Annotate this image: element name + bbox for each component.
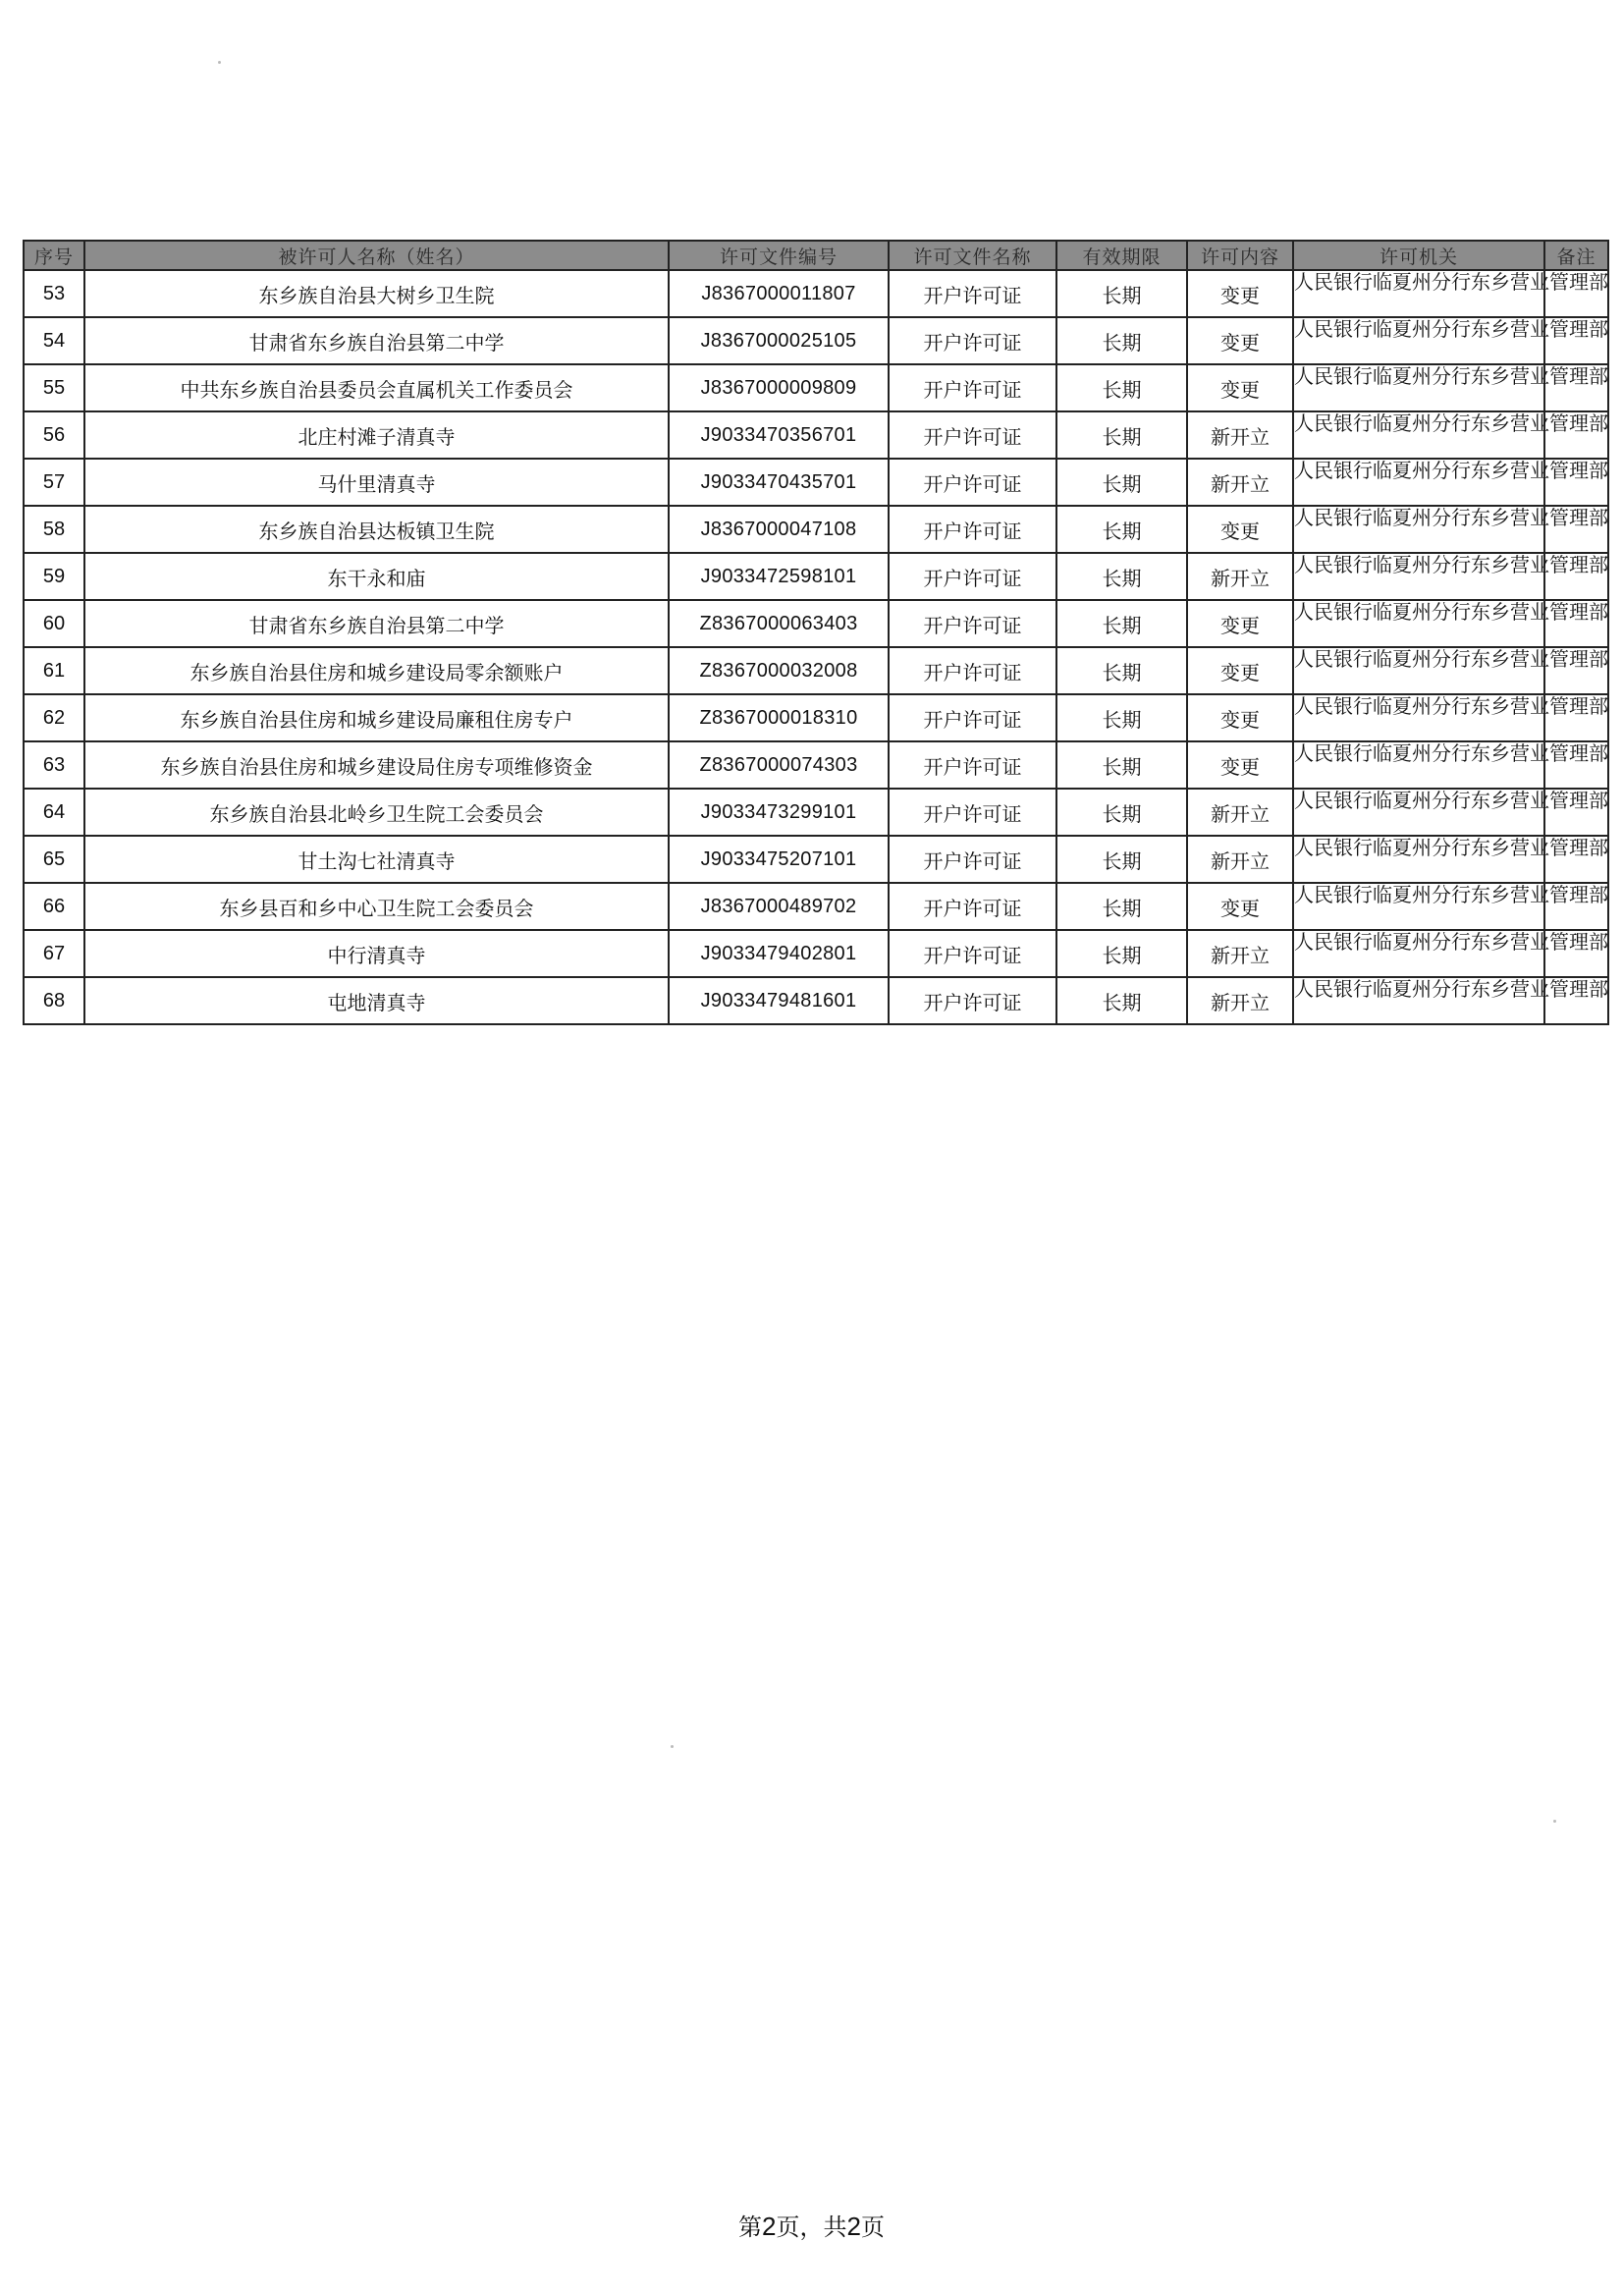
license-document-cell: 开户许可证	[889, 459, 1056, 506]
licensing-authority-cell	[1293, 741, 1608, 789]
license-number-cell: J8367000011807	[669, 270, 889, 317]
license-content-cell: 变更	[1187, 506, 1293, 553]
license-number-cell: Z8367000074303	[669, 741, 889, 789]
licensing-authority-cell	[1293, 553, 1608, 600]
row-number-cell: 60	[24, 600, 84, 647]
column-header-term: 有效期限	[1056, 241, 1187, 270]
license-document-cell: 开户许可证	[889, 883, 1056, 930]
license-content-cell: 变更	[1187, 883, 1293, 930]
table-row	[24, 836, 1608, 883]
column-header-code: 许可文件编号	[669, 241, 889, 270]
licensing-authority-cell	[1293, 977, 1608, 1024]
licensing-authority-text: 人民银行临夏州分行东乡营业管理部	[1294, 600, 1608, 624]
license-document-cell: 开户许可证	[889, 694, 1056, 741]
row-number-cell: 56	[24, 411, 84, 459]
column-header-no: 序号	[24, 241, 84, 270]
licensee-name-cell: 东乡族自治县住房和城乡建设局住房专项维修资金	[84, 741, 669, 789]
validity-term-cell: 长期	[1056, 270, 1187, 317]
column-header-name: 被许可人名称（姓名）	[84, 241, 669, 270]
validity-term-cell: 长期	[1056, 553, 1187, 600]
license-number-cell: Z8367000018310	[669, 694, 889, 741]
licensee-name-cell: 甘土沟七社清真寺	[84, 836, 669, 883]
license-content-cell: 新开立	[1187, 553, 1293, 600]
licensing-authority-text: 人民银行临夏州分行东乡营业管理部	[1294, 883, 1608, 906]
license-number-cell: J8367000025105	[669, 317, 889, 364]
license-document-cell: 开户许可证	[889, 317, 1056, 364]
licensing-authority-cell	[1293, 317, 1608, 364]
licensee-name-cell: 东乡族自治县住房和城乡建设局廉租住房专户	[84, 694, 669, 741]
row-number-cell: 62	[24, 694, 84, 741]
licensing-authority-text: 人民银行临夏州分行东乡营业管理部	[1294, 411, 1608, 435]
table-row	[24, 647, 1608, 694]
row-number-cell: 54	[24, 317, 84, 364]
license-content-cell: 变更	[1187, 364, 1293, 411]
licensee-name-cell: 东乡族自治县达板镇卫生院	[84, 506, 669, 553]
validity-term-cell: 长期	[1056, 789, 1187, 836]
licensing-authority-text: 人民银行临夏州分行东乡营业管理部	[1294, 270, 1608, 294]
table-row	[24, 553, 1608, 600]
licensing-authority-cell	[1293, 600, 1608, 647]
table-row	[24, 459, 1608, 506]
validity-term-cell: 长期	[1056, 317, 1187, 364]
license-content-cell: 新开立	[1187, 789, 1293, 836]
license-document-cell: 开户许可证	[889, 930, 1056, 977]
licensee-name-cell: 中共东乡族自治县委员会直属机关工作委员会	[84, 364, 669, 411]
table-row	[24, 317, 1608, 364]
license-number-cell: J9033470356701	[669, 411, 889, 459]
licensee-name-cell: 屯地清真寺	[84, 977, 669, 1024]
licensing-authority-text: 人民银行临夏州分行东乡营业管理部	[1294, 977, 1608, 1001]
row-number-cell: 64	[24, 789, 84, 836]
row-number-cell: 59	[24, 553, 84, 600]
license-content-cell: 新开立	[1187, 930, 1293, 977]
licensing-authority-cell	[1293, 883, 1608, 930]
table-body	[24, 270, 1608, 1024]
license-document-cell: 开户许可证	[889, 647, 1056, 694]
footer-middle: 页，共	[776, 2214, 847, 2241]
licensing-authority-text: 人民银行临夏州分行东乡营业管理部	[1294, 553, 1608, 576]
validity-term-cell: 长期	[1056, 506, 1187, 553]
licensing-authority-cell	[1293, 789, 1608, 836]
licensing-authority-cell	[1293, 647, 1608, 694]
row-number-cell: 53	[24, 270, 84, 317]
license-content-cell: 变更	[1187, 270, 1293, 317]
license-number-cell: J9033475207101	[669, 836, 889, 883]
validity-term-cell: 长期	[1056, 600, 1187, 647]
column-header-doc: 许可文件名称	[889, 241, 1056, 270]
footer-total-pages: 2	[846, 2212, 861, 2241]
licensee-name-cell: 东乡县百和乡中心卫生院工会委员会	[84, 883, 669, 930]
license-number-cell: J9033479402801	[669, 930, 889, 977]
validity-term-cell: 长期	[1056, 883, 1187, 930]
table-row	[24, 883, 1608, 930]
license-document-cell: 开户许可证	[889, 836, 1056, 883]
license-content-cell: 新开立	[1187, 977, 1293, 1024]
scan-speck	[1553, 1820, 1556, 1823]
licensee-name-cell: 马什里清真寺	[84, 459, 669, 506]
column-header-note: 备注	[1544, 241, 1608, 270]
licensee-name-cell: 中行清真寺	[84, 930, 669, 977]
validity-term-cell: 长期	[1056, 364, 1187, 411]
license-number-cell: J9033473299101	[669, 789, 889, 836]
license-content-cell: 变更	[1187, 741, 1293, 789]
column-header-content: 许可内容	[1187, 241, 1293, 270]
licensing-authority-text: 人民银行临夏州分行东乡营业管理部	[1294, 836, 1608, 859]
license-content-cell: 变更	[1187, 317, 1293, 364]
license-document-cell: 开户许可证	[889, 506, 1056, 553]
licensee-name-cell: 北庄村滩子清真寺	[84, 411, 669, 459]
row-number-cell: 63	[24, 741, 84, 789]
license-document-cell: 开户许可证	[889, 600, 1056, 647]
licensee-name-cell: 东乡族自治县大树乡卫生院	[84, 270, 669, 317]
licensing-authority-cell	[1293, 364, 1608, 411]
license-number-cell: Z8367000063403	[669, 600, 889, 647]
row-number-cell: 68	[24, 977, 84, 1024]
scan-speck	[671, 1745, 674, 1748]
licensing-authority-text: 人民银行临夏州分行东乡营业管理部	[1294, 930, 1608, 954]
licensing-authority-cell	[1293, 506, 1608, 553]
validity-term-cell: 长期	[1056, 411, 1187, 459]
scan-speck	[218, 61, 221, 64]
row-number-cell: 66	[24, 883, 84, 930]
row-number-cell: 58	[24, 506, 84, 553]
table-row	[24, 977, 1608, 1024]
table-row	[24, 270, 1608, 317]
license-document-cell: 开户许可证	[889, 741, 1056, 789]
license-document-cell: 开户许可证	[889, 270, 1056, 317]
licensee-name-cell: 东干永和庙	[84, 553, 669, 600]
license-number-cell: J8367000047108	[669, 506, 889, 553]
license-document-cell: 开户许可证	[889, 789, 1056, 836]
license-content-cell: 新开立	[1187, 836, 1293, 883]
licensing-authority-text: 人民银行临夏州分行东乡营业管理部	[1294, 741, 1608, 765]
row-number-cell: 65	[24, 836, 84, 883]
licensing-authority-text: 人民银行临夏州分行东乡营业管理部	[1294, 694, 1608, 718]
licensing-authority-cell	[1293, 836, 1608, 883]
row-number-cell: 55	[24, 364, 84, 411]
page-footer	[0, 2208, 1623, 2242]
licensee-name-cell: 甘肃省东乡族自治县第二中学	[84, 600, 669, 647]
license-number-cell: Z8367000032008	[669, 647, 889, 694]
table-header-row	[24, 241, 1608, 270]
license-content-cell: 变更	[1187, 647, 1293, 694]
licensing-authority-cell	[1293, 270, 1608, 317]
license-document-cell: 开户许可证	[889, 364, 1056, 411]
license-table	[23, 240, 1609, 1025]
row-number-cell: 61	[24, 647, 84, 694]
license-content-cell: 新开立	[1187, 411, 1293, 459]
table-row	[24, 741, 1608, 789]
licensee-name-cell: 甘肃省东乡族自治县第二中学	[84, 317, 669, 364]
licensing-authority-cell	[1293, 694, 1608, 741]
licensee-name-cell: 东乡族自治县北岭乡卫生院工会委员会	[84, 789, 669, 836]
footer-page-number: 2	[762, 2212, 777, 2241]
validity-term-cell: 长期	[1056, 694, 1187, 741]
validity-term-cell: 长期	[1056, 741, 1187, 789]
table-row	[24, 930, 1608, 977]
license-number-cell: J9033472598101	[669, 553, 889, 600]
license-number-cell: J8367000009809	[669, 364, 889, 411]
license-document-cell: 开户许可证	[889, 411, 1056, 459]
licensee-name-cell: 东乡族自治县住房和城乡建设局零余额账户	[84, 647, 669, 694]
table-row	[24, 411, 1608, 459]
license-content-cell: 变更	[1187, 694, 1293, 741]
license-number-cell: J9033479481601	[669, 977, 889, 1024]
validity-term-cell: 长期	[1056, 836, 1187, 883]
column-header-org: 许可机关	[1293, 241, 1544, 270]
footer-suffix: 页	[860, 2214, 885, 2241]
licensing-authority-text: 人民银行临夏州分行东乡营业管理部	[1294, 364, 1608, 388]
license-document-cell: 开户许可证	[889, 977, 1056, 1024]
licensing-authority-text: 人民银行临夏州分行东乡营业管理部	[1294, 789, 1608, 812]
licensing-authority-text: 人民银行临夏州分行东乡营业管理部	[1294, 647, 1608, 671]
license-content-cell: 新开立	[1187, 459, 1293, 506]
footer-prefix: 第	[738, 2214, 763, 2241]
table-row	[24, 600, 1608, 647]
licensing-authority-text: 人民银行临夏州分行东乡营业管理部	[1294, 317, 1608, 341]
table-row	[24, 694, 1608, 741]
license-content-cell: 变更	[1187, 600, 1293, 647]
licensing-authority-cell	[1293, 459, 1608, 506]
table-row	[24, 789, 1608, 836]
licensing-authority-text: 人民银行临夏州分行东乡营业管理部	[1294, 506, 1608, 529]
licensing-authority-text: 人民银行临夏州分行东乡营业管理部	[1294, 459, 1608, 482]
validity-term-cell: 长期	[1056, 459, 1187, 506]
licensing-authority-cell	[1293, 930, 1608, 977]
license-document-cell: 开户许可证	[889, 553, 1056, 600]
license-number-cell: J8367000489702	[669, 883, 889, 930]
licensing-authority-cell	[1293, 411, 1608, 459]
validity-term-cell: 长期	[1056, 977, 1187, 1024]
validity-term-cell: 长期	[1056, 647, 1187, 694]
row-number-cell: 67	[24, 930, 84, 977]
validity-term-cell: 长期	[1056, 930, 1187, 977]
license-number-cell: J9033470435701	[669, 459, 889, 506]
table-row	[24, 506, 1608, 553]
table-row	[24, 364, 1608, 411]
row-number-cell: 57	[24, 459, 84, 506]
